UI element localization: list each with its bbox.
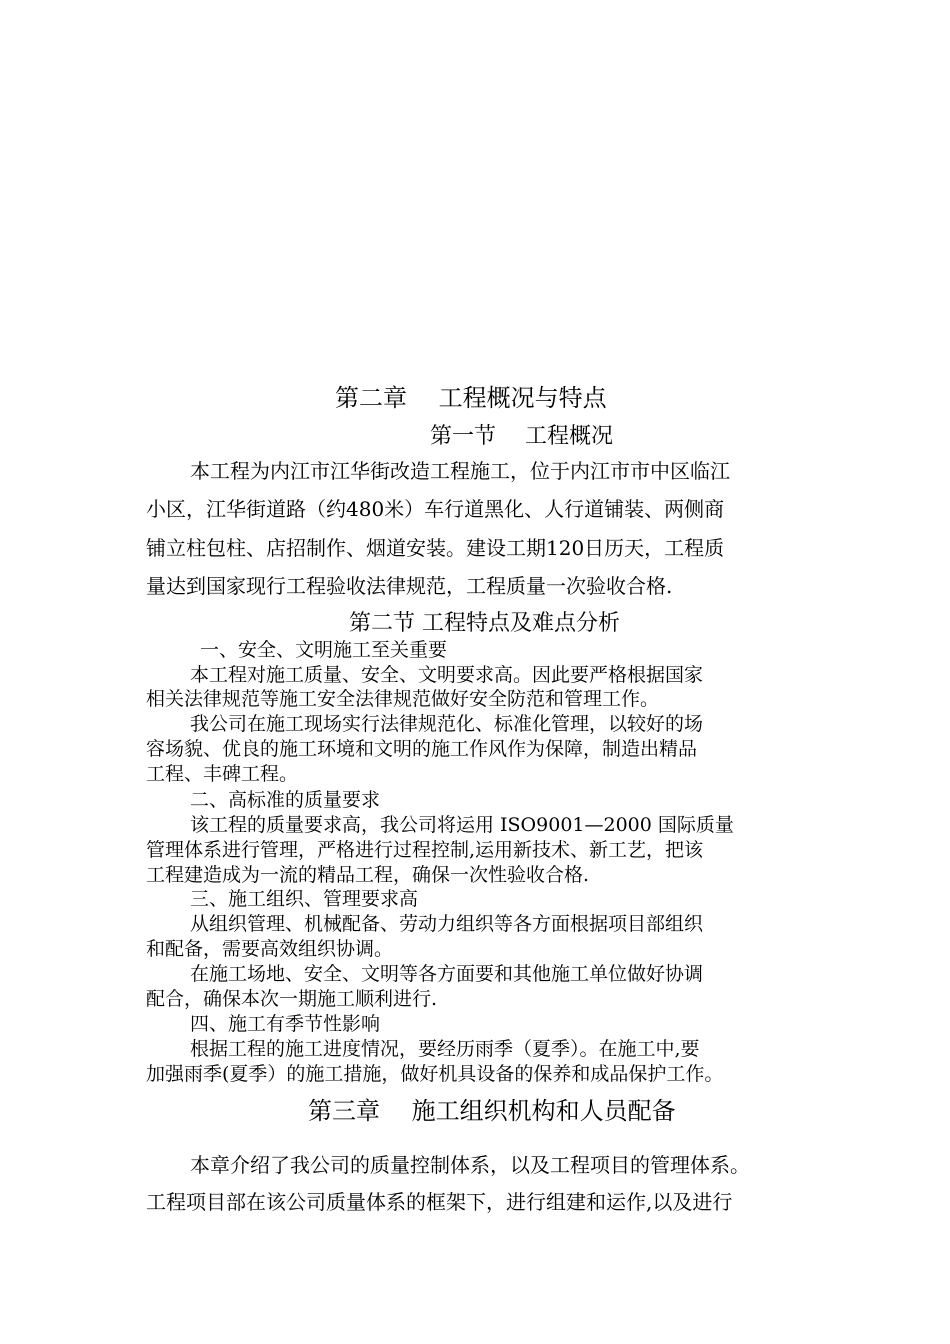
section-1-title: 第一节 工程概况 [430, 424, 613, 449]
body-line: 和配备，需要高效组织协调。 [146, 938, 394, 960]
section-2-title: 第二节 工程特点及难点分析 [349, 611, 620, 636]
body-line: 根据工程的施工进度情况，要经历雨季（夏季）。在施工中,要 [190, 1038, 700, 1060]
chapter-2-title: 第二章 工程概况与特点 [335, 384, 607, 412]
body-line: 我公司在施工现场实行法律规范化、标准化管理，以较好的场 [190, 713, 704, 735]
body-line: 配合，确保本次一期施工顺利进行. [146, 988, 438, 1010]
chapter-3-title: 第三章 施工组织机构和人员配备 [308, 1097, 676, 1125]
subheading: 二、高标准的质量要求 [190, 789, 381, 811]
chapter-3-paragraph-line: 工程项目部在该公司质量体系的框架下，进行组建和运作,以及进行 [146, 1190, 733, 1214]
body-line: 容场貌、优良的施工环境和文明的施工作风作为保障，制造出精品 [146, 738, 698, 760]
body-line: 本工程对施工质量、安全、文明要求高。因此要严格根据国家 [190, 664, 704, 686]
section-1-paragraph-line: 量达到国家现行工程验收法律规范，工程质量一次验收合格. [146, 574, 673, 598]
section-1-paragraph-line: 铺立柱包柱、店招制作、烟道安装。建设工期120日历天，工程质 [146, 536, 725, 560]
body-line: 工程建造成为一流的精品工程，确保一次性验收合格. [146, 864, 590, 886]
subheading: 一、安全、文明施工至关重要 [200, 639, 448, 661]
subheading: 四、施工有季节性影响 [190, 1013, 381, 1035]
body-line: 相关法律规范等施工安全法律规范做好安全防范和管理工作。 [146, 688, 660, 710]
body-line: 工程、丰碑工程。 [146, 763, 299, 785]
subheading: 三、施工组织、管理要求高 [190, 888, 419, 910]
body-line: 管理体系进行管理，严格进行过程控制,运用新技术、新工艺，把该 [146, 839, 704, 861]
body-line: 在施工场地、安全、文明等各方面要和其他施工单位做好协调 [190, 963, 704, 985]
chapter-3-paragraph-line: 本章介绍了我公司的质量控制体系，以及工程项目的管理体系。 [190, 1153, 750, 1177]
body-line: 从组织管理、机械配备、劳动力组织等各方面根据项目部组织 [190, 913, 704, 935]
body-line: 该工程的质量要求高，我公司将运用 ISO9001—2000 国际质量 [190, 814, 734, 836]
section-1-paragraph-line: 本工程为内江市江华街改造工程施工，位于内江市市中区临江 [190, 459, 730, 483]
section-1-paragraph-line: 小区，江华街道路（约480米）车行道黑化、人行道铺装、两侧商 [146, 497, 725, 521]
body-line: 加强雨季(夏季）的施工措施，做好机具设备的保养和成品保护工作。 [146, 1063, 724, 1085]
